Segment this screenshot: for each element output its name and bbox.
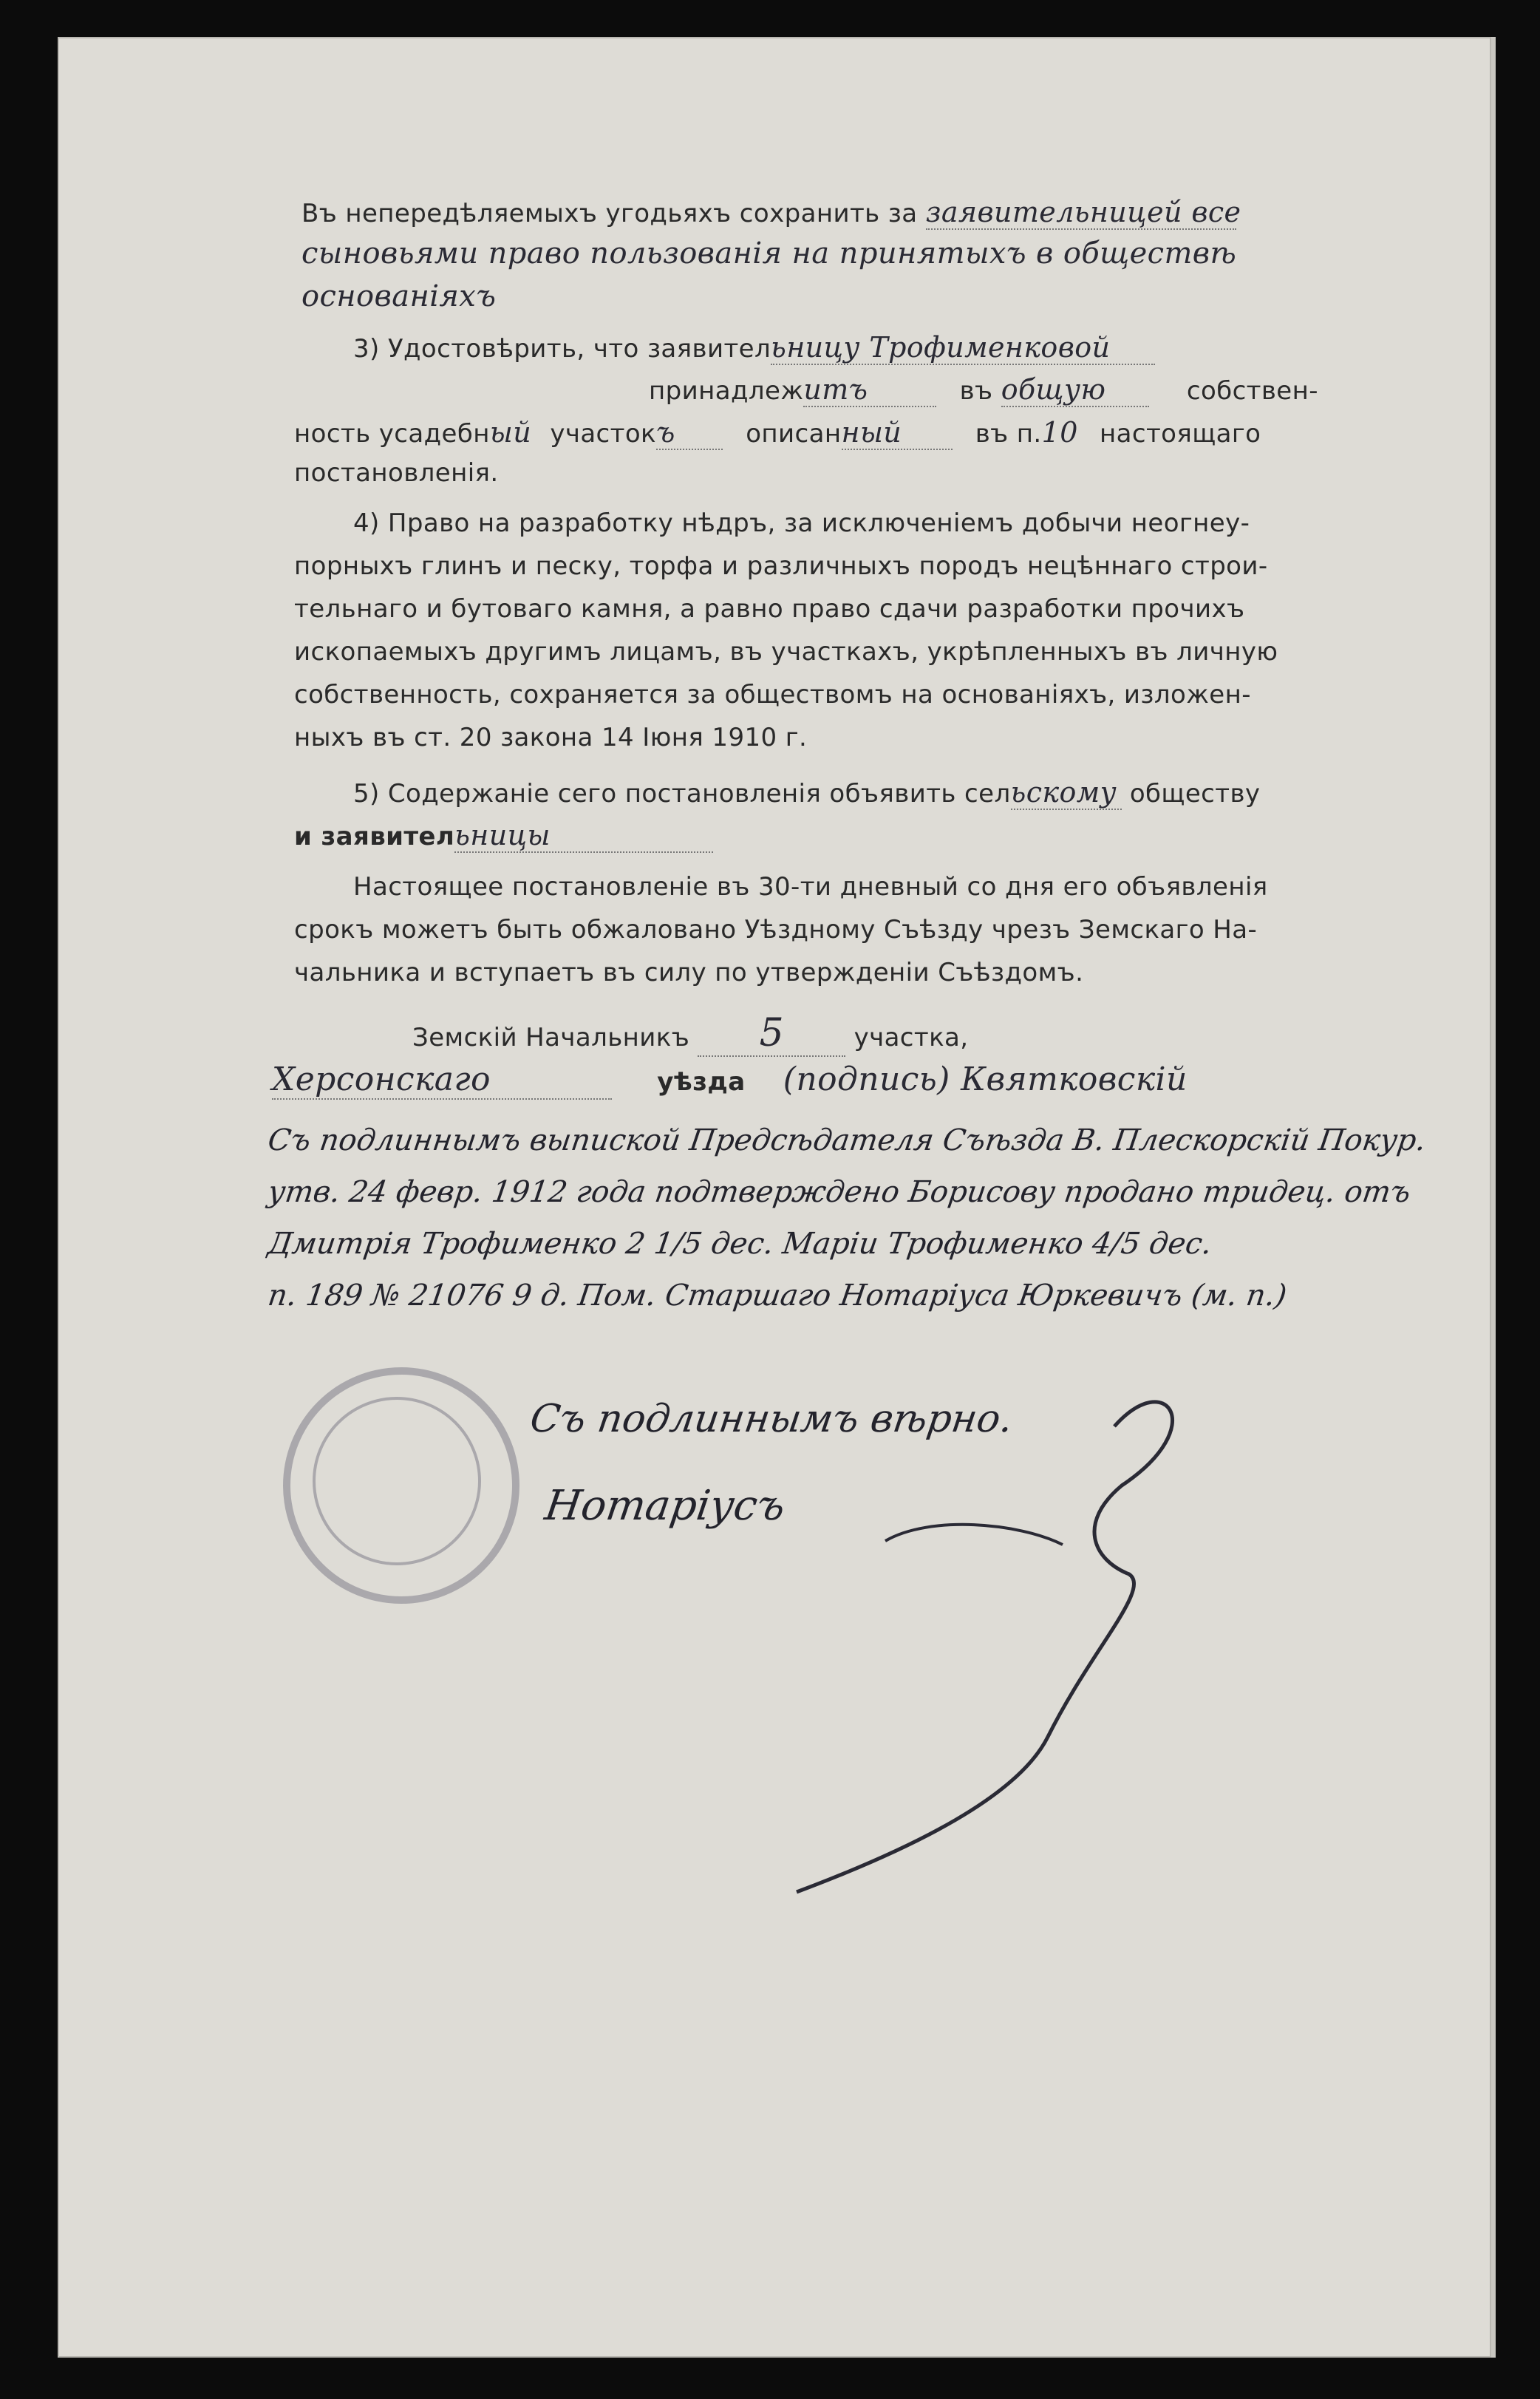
text-line-3: основаніяхъ <box>301 279 497 313</box>
printed-text: описан <box>746 419 842 449</box>
handwritten-fill: 10 <box>1041 416 1078 449</box>
document-page <box>58 37 1496 2358</box>
text-line-16: Настоящее постановленіе въ 30-ти дневный со дня его объявленія <box>353 872 1268 902</box>
printed-text: ность усадебн <box>294 419 490 449</box>
handwritten-fill: ъ <box>656 416 723 450</box>
handwritten-fill: общую <box>1001 373 1149 407</box>
handwritten-fill: ьницу Трофименковой <box>771 331 1155 365</box>
printed-text: уѣзда <box>657 1067 746 1097</box>
certification-line-1: Съ подлиннымъ вѣрно. <box>527 1397 1016 1441</box>
text-line-17: срокъ можетъ быть обжаловано Уѣздному Съѣзду чрезъ Земскаго На- <box>294 915 1258 945</box>
handwritten-fill: заявительницей́ все <box>925 196 1241 228</box>
printed-text: 5) Содержаніе сего постановленія объявить сел <box>353 779 1011 809</box>
printed-text: и заявител <box>294 822 455 851</box>
printed-text: въ <box>959 376 993 406</box>
printed-text: Земскій Начальникъ <box>412 1023 690 1052</box>
printed-text: въ п. <box>975 419 1042 449</box>
handwritten-fill: ьницы <box>454 819 713 853</box>
printed-text: настоящаго <box>1100 419 1261 449</box>
handwritten-fill: Херсонскаго <box>272 1061 612 1100</box>
text-line-8: 4) Право на разработку нѣдръ, за исключеніемъ добычи неогнеу- <box>353 508 1250 538</box>
printed-text: принадлеж <box>649 376 804 406</box>
text-line-18: чальника и вступаетъ въ силу по утвержденіи Съѣздомъ. <box>294 958 1084 987</box>
signature-flourish <box>58 37 1491 2358</box>
printed-text: Въ непередѣляемыхъ угодьяхъ сохранить за <box>301 199 918 228</box>
text-line-12: собственность, сохраняется за обществомъ на основаніяхъ, изложен- <box>294 680 1251 710</box>
text-line-10: тельнаго и бутоваго камня, а равно право сдачи разработки прочихъ <box>294 594 1245 624</box>
handwritten-fill: ьскому <box>1011 776 1122 810</box>
printed-text: обществу <box>1129 779 1261 809</box>
printed-text: участок <box>550 419 656 449</box>
printed-text: участка, <box>854 1023 969 1052</box>
copy-note-line-1: Съ подлиннымъ выпиской Предсѣдателя Съѣзда В. Плескорскій Покур. <box>265 1123 1428 1157</box>
handwritten-fill: (подпись) Квятковскій <box>783 1061 1188 1098</box>
handwritten-fill: ный <box>842 416 953 450</box>
handwritten-fill: ый <box>489 416 532 449</box>
handwritten-fill: итъ <box>803 373 936 407</box>
copy-note-line-4: п. 189 № 21076 9 д. Пом. Старшаго Нотаріуса Юркевичъ (м. п.) <box>265 1279 1289 1313</box>
certification-line-2: Нотаріусъ <box>542 1482 788 1530</box>
copy-note-line-2: утв. 24 февр. 1912 года подтверждено Борисову продано тридец. отъ <box>265 1175 1413 1209</box>
copy-note-line-3: Дмитрія Трофименко 2 1/5 дес. Маріи Трофименко 4/5 дес. <box>265 1227 1214 1261</box>
printed-text: 3) Удостовѣрить, что заявител <box>353 334 771 364</box>
text-line-11: ископаемыхъ другимъ лицамъ, въ участкахъ, укрѣпленныхъ въ личную <box>294 637 1278 667</box>
text-line-2: сыновьями право пользованія на принятыхъ в обществѣ <box>301 237 1237 270</box>
text-line-7: постановленія. <box>294 458 499 488</box>
text-line-9: порныхъ глинъ и песку, торфа и различныхъ породъ нецѣннаго строи- <box>294 551 1268 581</box>
text-line-13: ныхъ въ ст. 20 закона 14 Іюня 1910 г. <box>294 723 808 752</box>
printed-text: собствен- <box>1186 376 1318 406</box>
handwritten-fill: 5 <box>698 1011 845 1057</box>
